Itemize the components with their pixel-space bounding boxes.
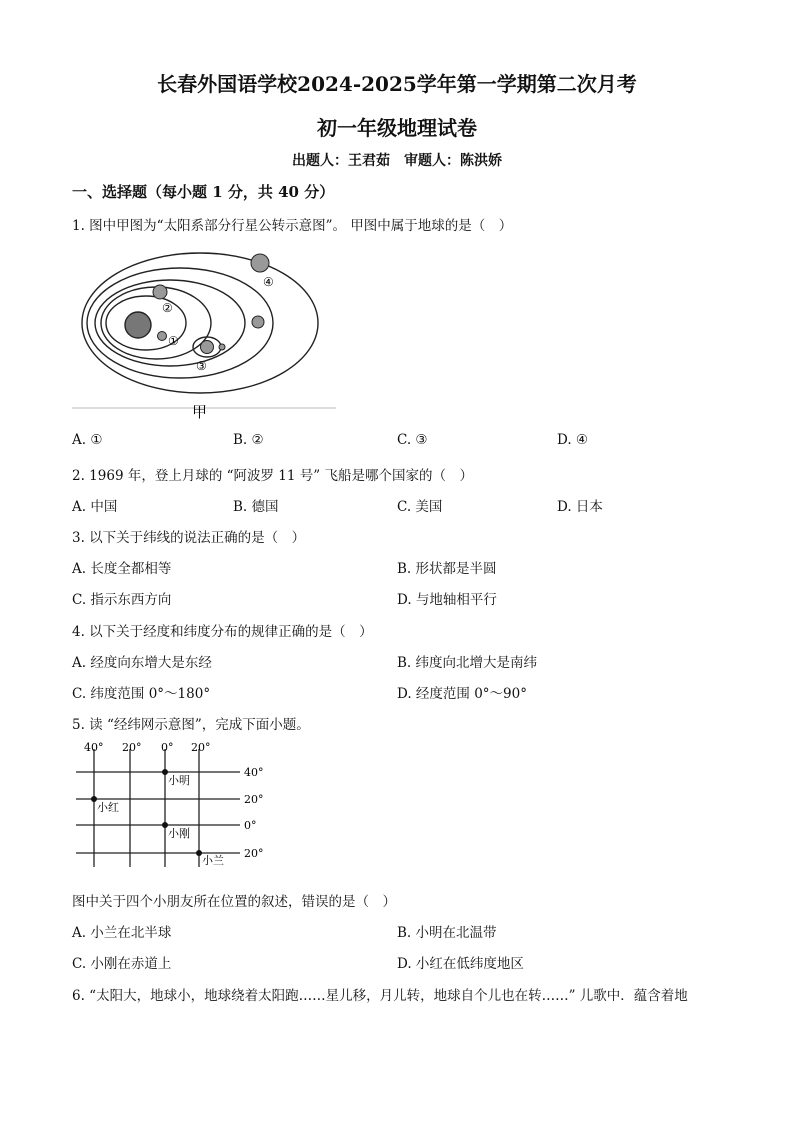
- section-heading: 一、选择题（每小题 1 分，共 40 分）: [72, 183, 335, 201]
- question-5-sub-stem: 图中关于四个小朋友所在位置的叙述，错误的是（ ）: [72, 894, 396, 910]
- lat-label-40: 40°: [244, 766, 264, 779]
- q4-option-c[interactable]: C. 纬度范围 0°～180°: [72, 686, 211, 702]
- lat-label-20n: 20°: [244, 793, 264, 806]
- q2-option-a[interactable]: A. 中国: [72, 499, 118, 515]
- label-xiaohong: 小红: [97, 801, 119, 814]
- marker-2: ②: [162, 301, 173, 315]
- lat-label-20s: 20°: [244, 847, 264, 860]
- solar-system-figure: [70, 245, 340, 425]
- exam-subtitle: 初一年级地理试卷: [317, 116, 477, 140]
- question-3-stem: 3. 以下关于纬线的说法正确的是（ ）: [72, 530, 306, 546]
- q5-option-b[interactable]: B. 小明在北温带: [397, 925, 497, 941]
- q1-option-a[interactable]: A. ①: [72, 432, 103, 448]
- marker-4: ④: [263, 275, 274, 289]
- label-xiaogang: 小刚: [168, 827, 190, 840]
- q2-option-d[interactable]: D. 日本: [557, 499, 603, 515]
- sun-icon: [125, 312, 151, 338]
- q5-option-a[interactable]: A. 小兰在北半球: [72, 925, 172, 941]
- lat-label-0: 0°: [244, 819, 257, 832]
- question-2-stem: 2. 1969 年，登上月球的 “阿波罗 11 号” 飞船是哪个国家的（ ）: [72, 468, 473, 484]
- q5-option-c[interactable]: C. 小刚在赤道上: [72, 956, 172, 972]
- lon-label-40: 40°: [84, 741, 104, 754]
- planet-1: [158, 332, 167, 341]
- moon-icon: [219, 344, 225, 350]
- marker-1: ①: [168, 334, 179, 348]
- q3-option-a[interactable]: A. 长度全都相等: [72, 561, 172, 577]
- lat-lon-grid-figure: [70, 737, 280, 873]
- q1-option-c[interactable]: C. ③: [397, 432, 428, 448]
- planet-4: [251, 254, 269, 272]
- label-xiaolan: 小兰: [202, 854, 224, 867]
- exam-title: 长春外国语学校2024-2025学年第一学期第二次月考: [157, 72, 637, 96]
- question-4-stem: 4. 以下关于经度和纬度分布的规律正确的是（ ）: [72, 624, 373, 640]
- question-6-stem: 6. “太阳大，地球小，地球绕着太阳跑……星儿移，月儿转，地球自个儿也在转……” 儿歌中．蕴含着地: [72, 988, 688, 1004]
- planet-3: [201, 341, 214, 354]
- planet-2: [153, 285, 167, 299]
- lon-label-0: 0°: [161, 741, 174, 754]
- q1-option-b[interactable]: B. ②: [233, 432, 264, 448]
- lon-label-20e: 20°: [191, 741, 211, 754]
- q2-option-b[interactable]: B. 德国: [233, 499, 279, 515]
- lon-label-20w: 20°: [122, 741, 142, 754]
- q2-option-c[interactable]: C. 美国: [397, 499, 443, 515]
- question-5-stem: 5. 读 “经纬网示意图”，完成下面小题。: [72, 717, 310, 733]
- question-1-stem: 1. 图中甲图为“太阳系部分行星公转示意图”。 甲图中属于地球的是（ ）: [72, 218, 513, 234]
- planet-mars: [252, 316, 264, 328]
- q4-option-b[interactable]: B. 纬度向北增大是南纬: [397, 655, 538, 671]
- q1-option-d[interactable]: D. ④: [557, 432, 589, 448]
- orbit-3: [95, 280, 245, 366]
- q3-option-d[interactable]: D. 与地轴相平行: [397, 592, 497, 608]
- q5-option-d[interactable]: D. 小红在低纬度地区: [397, 956, 524, 972]
- label-xiaoming: 小明: [168, 774, 190, 787]
- q3-option-b[interactable]: B. 形状都是半圆: [397, 561, 497, 577]
- figure-caption: 甲: [192, 403, 208, 421]
- q4-option-d[interactable]: D. 经度范围 0°～90°: [397, 686, 527, 702]
- q3-option-c[interactable]: C. 指示东西方向: [72, 592, 172, 608]
- exam-authors: 出题人：王君茹 审题人：陈洪娇: [292, 153, 502, 169]
- marker-3: ③: [196, 359, 207, 373]
- q4-option-a[interactable]: A. 经度向东增大是东经: [72, 655, 212, 671]
